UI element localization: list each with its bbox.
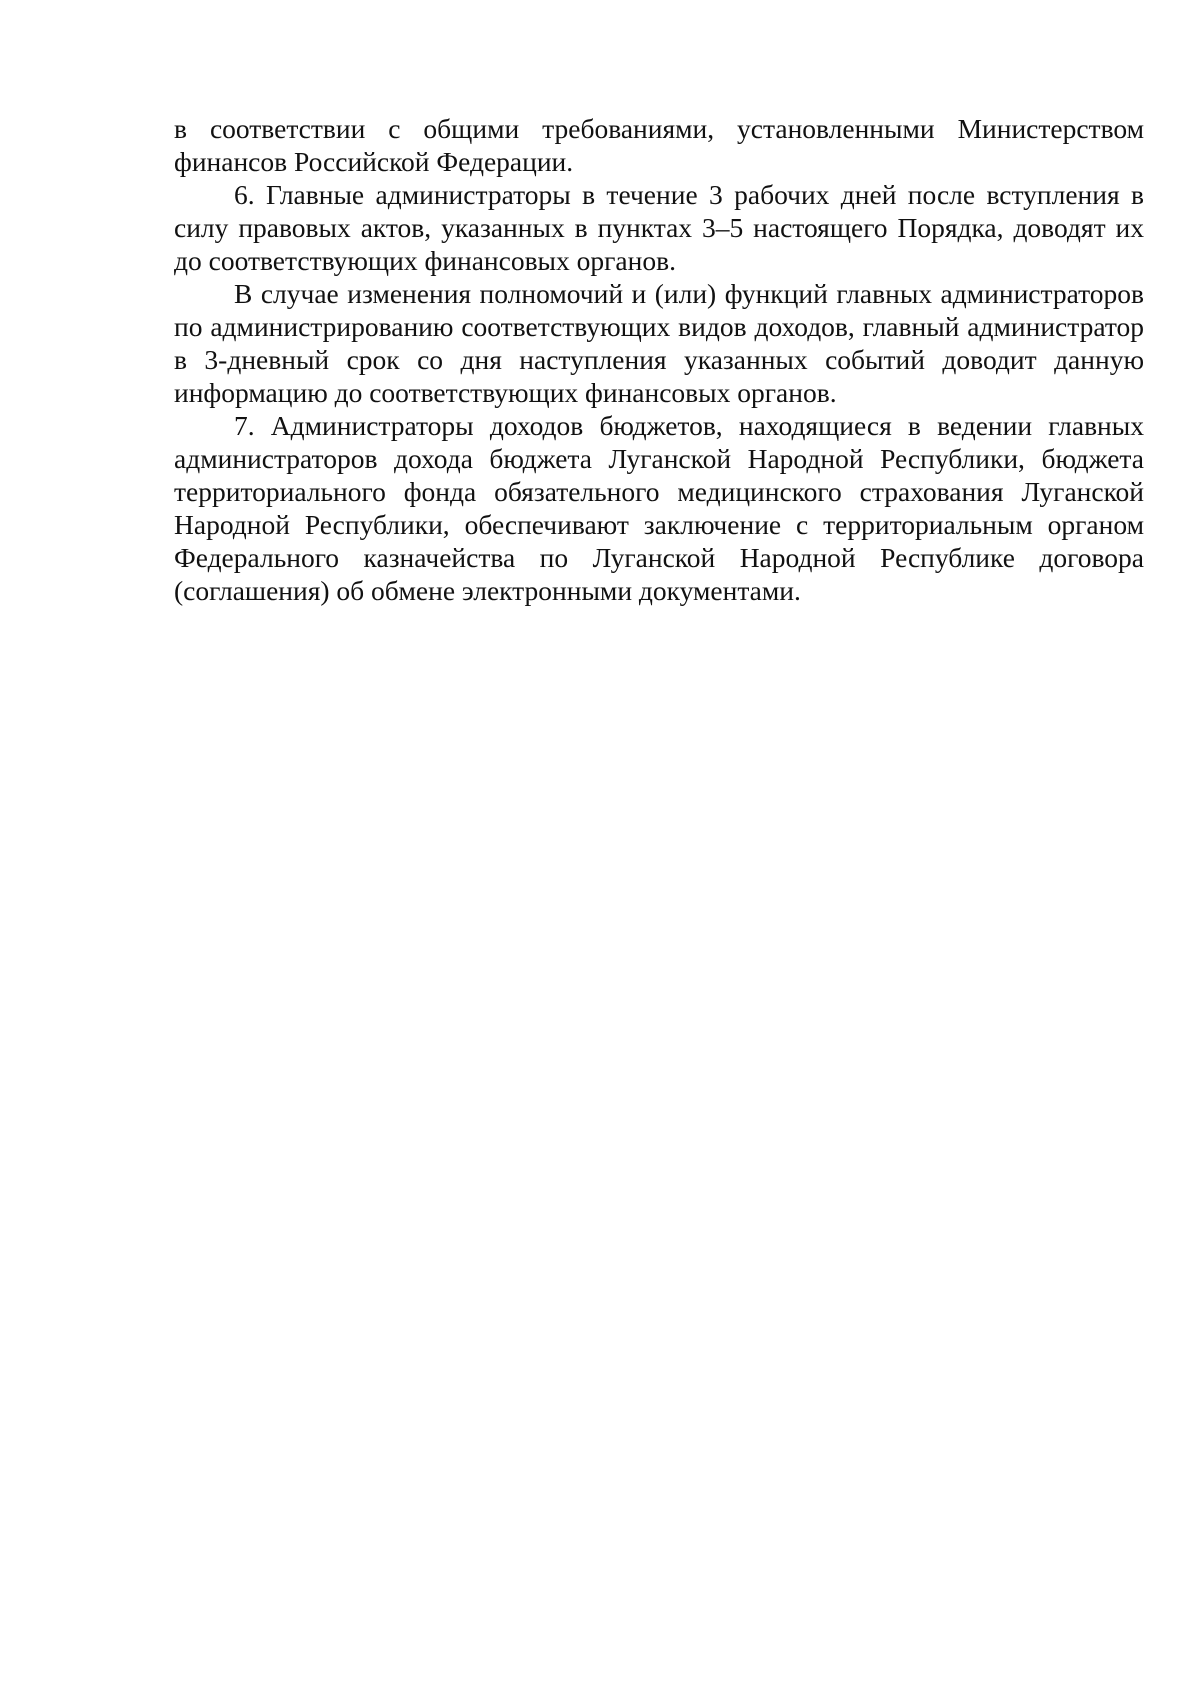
paragraph-change-of-powers: В случае изменения полномочий и (или) функций главных администраторов по администрированию соответствующих видов доходов, главный администратор в 3-дневный срок со дня наступления указанных событий доводит данную информацию до соответствующих финансовых органов. xyxy=(174,278,1144,408)
paragraph-item-7: 7. Администраторы доходов бюджетов, находящиеся в ведении главных администраторов дохода бюджета Луганской Народной Республики, бюджета территориального фонда обязательного медицинского страхования Луганской Народной Республики, обеспечивают заключение с территориальным органом Федерального казначейства по Луганской Народной Республике договора (соглашения) об обмене электронными документами. xyxy=(174,410,1144,606)
paragraph-item-6: 6. Главные администраторы в течение 3 рабочих дней после вступления в силу правовых актов, указанных в пунктах 3–5 настоящего Порядка, доводят их до соответствующих финансовых органов. xyxy=(174,179,1144,276)
document-body xyxy=(174,112,1144,607)
paragraph-continuation: в соответствии с общими требованиями, установленными Министерством финансов Российской Федерации. xyxy=(174,113,1144,177)
